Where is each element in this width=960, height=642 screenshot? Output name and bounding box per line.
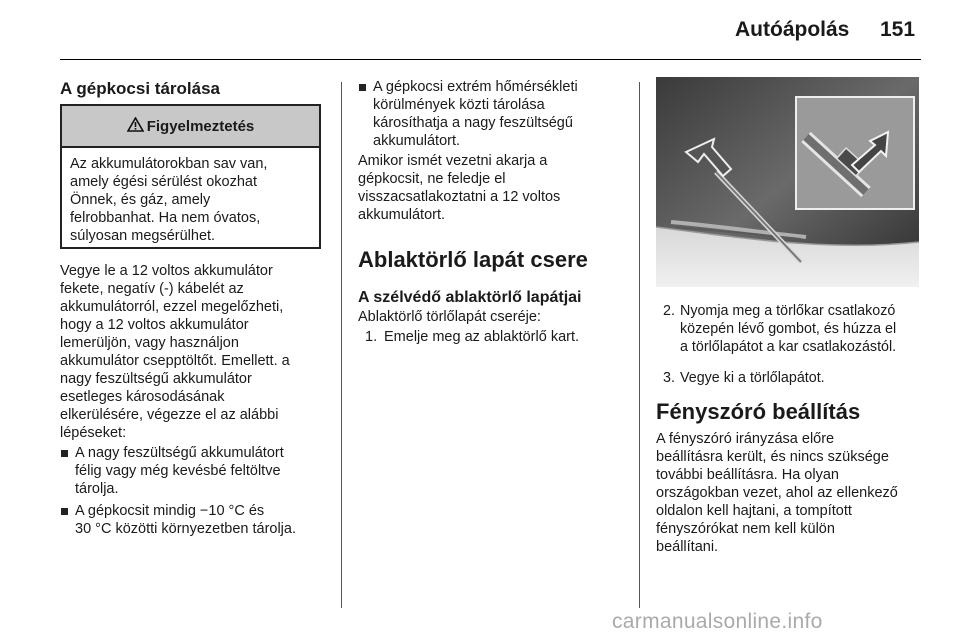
text-line: 30 °C közötti környezetben tárolja. — [75, 521, 296, 537]
text-line: tárolja. — [75, 481, 119, 497]
subheading-windshield-wiper: A szélvédő ablaktörlő lapátjai — [358, 289, 582, 306]
text-line: károsíthatja a nagy feszültségű — [373, 115, 573, 131]
text-line: oldalon kell hajtani, a tompított — [656, 503, 852, 519]
column-divider-right — [639, 82, 640, 608]
text-line: fekete, negatív (-) kábelét az — [60, 281, 244, 297]
text-line: a törlőlapátot a kar csatlakozástól. — [680, 339, 897, 355]
list-item — [60, 444, 340, 498]
wiper-steps-list — [358, 328, 638, 346]
page-number: 151 — [880, 18, 916, 41]
warning-body — [62, 148, 319, 245]
step-number: 1. — [365, 329, 378, 345]
storage-bullet-list — [60, 444, 340, 538]
list-item — [358, 328, 638, 346]
text-line: közepén lévő gombot, és húzza el — [680, 321, 897, 337]
step-text: Vegye ki a törlőlapátot. — [680, 370, 825, 386]
wiper-steps-list-continued — [656, 302, 926, 387]
text-line: akkumulátor csepptöltőt. Emellett. a — [60, 353, 290, 369]
list-item — [656, 302, 926, 356]
text-line: félig vagy még kevésbé feltöltve — [75, 463, 281, 479]
headlight-paragraph — [656, 430, 926, 556]
warning-box — [60, 104, 321, 249]
text-line: lemerüljön, vagy használjon — [60, 335, 239, 351]
text-line: elkerülésére, végezze el az alábbi — [60, 407, 279, 423]
text-line: további beállításra. Ha olyan — [656, 467, 839, 483]
warning-line: Az akkumulátorokban sav van, — [70, 156, 268, 172]
text-line: nagy feszültségű akkumulátor — [60, 371, 252, 387]
text-line: gépkocsit, ne feledje el — [358, 171, 506, 187]
text-line: esetleges károsodásának — [60, 389, 225, 405]
text-line: akkumulátort. — [373, 133, 461, 149]
section-title-headlight: Fényszóró beállítás — [656, 399, 861, 424]
text-line: beállítani. — [656, 539, 719, 555]
text-line: akkumulátort. — [358, 207, 446, 223]
text-line: A gépkocsi extrém hőmérsékleti — [373, 79, 578, 95]
text-line: Nyomja meg a törlőkar csatlakozó — [680, 303, 896, 319]
warning-heading: Figyelmeztetés — [146, 117, 255, 135]
running-header-title: Autóápolás — [735, 18, 850, 41]
header-rule — [60, 59, 921, 60]
text-line: A gépkocsit mindig −10 °C és — [75, 503, 265, 519]
warning-line: amely égési sérülést okozhat — [70, 174, 257, 190]
text-line: körülmények közti tárolása — [373, 97, 545, 113]
text-line: visszacsatlakoztatni a 12 voltos — [358, 189, 561, 205]
text-line: országokban vezet, ahol az ellenkező — [656, 485, 898, 501]
text-line: lépéseket: — [60, 425, 127, 441]
text-line: A nagy feszültségű akkumulátort — [75, 445, 284, 461]
wiper-intro: Ablaktörlő törlőlapát cseréje: — [358, 309, 541, 325]
text-line: fényszórókat nem kell külön — [656, 521, 835, 537]
list-item — [656, 369, 926, 387]
section-title-storage: A gépkocsi tárolása — [60, 79, 220, 98]
reconnect-paragraph — [358, 152, 633, 224]
text-line: beállításra került, és nincs szüksége — [656, 449, 889, 465]
column-divider-left — [341, 82, 342, 608]
storage-bullet-continued — [358, 78, 633, 150]
wiper-figure — [656, 77, 919, 287]
step-number: 2. — [663, 303, 675, 319]
list-item — [358, 78, 633, 150]
warning-header — [62, 106, 319, 148]
step-text: Emelje meg az ablaktörlő kart. — [384, 329, 580, 345]
step-number: 3. — [663, 370, 675, 386]
watermark: carmanualsonline.info — [612, 610, 823, 633]
warning-line: felrobbanhat. Ha nem óvatos, — [70, 210, 261, 226]
warning-triangle-icon — [127, 117, 147, 136]
text-line: Vegye le a 12 voltos akkumulátor — [60, 263, 273, 279]
warning-line: súlyosan megsérülhet. — [70, 228, 216, 244]
text-line: hogy a 12 voltos akkumulátor — [60, 317, 249, 333]
text-line: Amikor ismét vezetni akarja a — [358, 153, 548, 169]
text-line: A fényszóró irányzása előre — [656, 431, 835, 447]
warning-line: Önnek, és gáz, amely — [70, 192, 211, 208]
section-title-wiper: Ablaktörlő lapát csere — [358, 247, 588, 272]
storage-paragraph — [60, 262, 335, 442]
text-line: akkumulátorról, ezzel megelőzheti, — [60, 299, 284, 315]
list-item — [60, 502, 340, 538]
